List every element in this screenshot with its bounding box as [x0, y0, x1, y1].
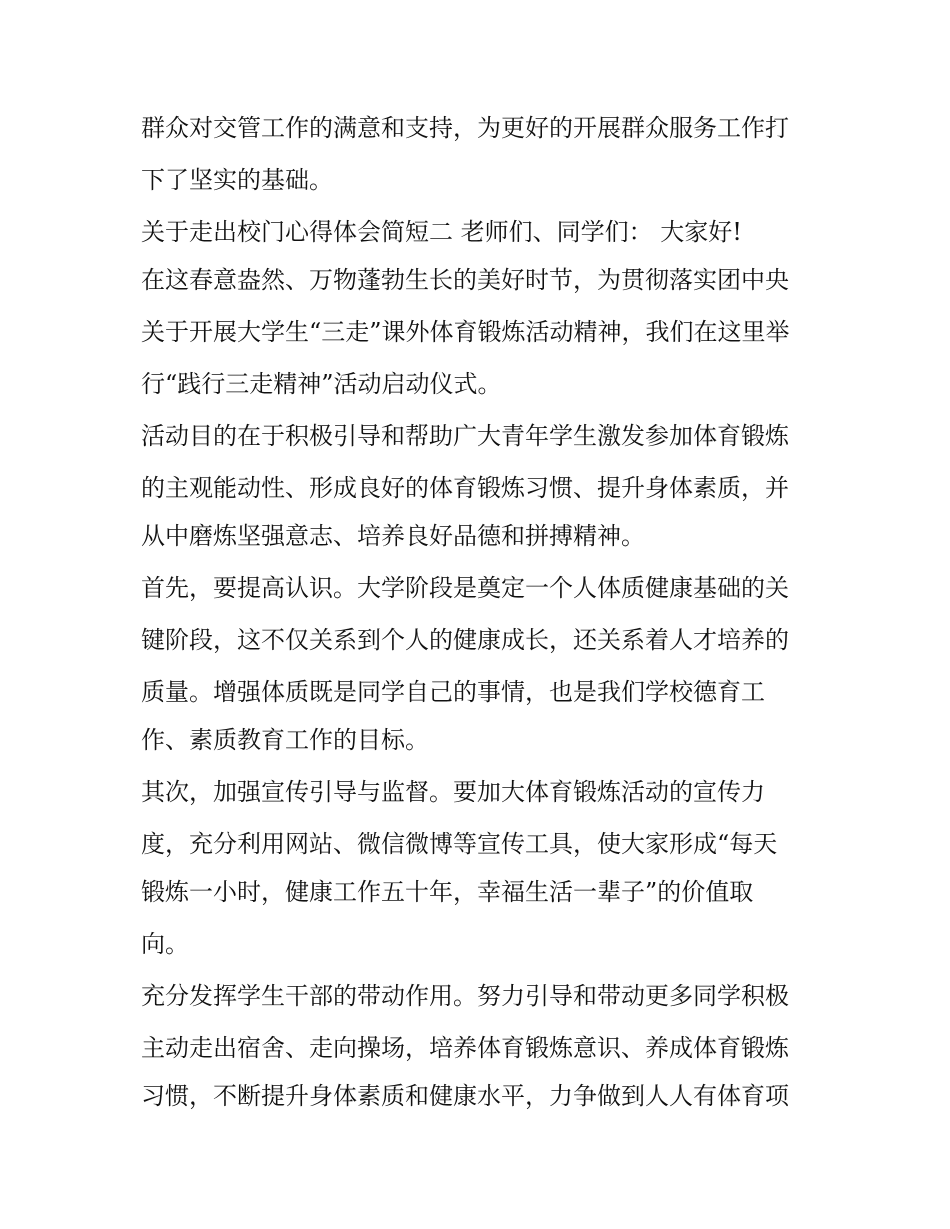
text-line: 的主观能动性、形成良好的体育锻炼习惯、提升身体素质，并: [141, 474, 789, 502]
text-line: 度，充分利用网站、微信微博等宣传工具，使大家形成“每天: [141, 830, 778, 858]
text-line: 首先，要提高认识。大学阶段是奠定一个人体质健康基础的关: [141, 574, 789, 602]
text-line: 行“践行三走精神”活动启动仪式。: [141, 370, 502, 398]
text-line: 充分发挥学生干部的带动作用。努力引导和带动更多同学积极: [141, 982, 789, 1010]
text-line: 其次，加强宣传引导与监督。要加大体育锻炼活动的宣传力: [141, 778, 765, 806]
text-line: 质量。增强体质既是同学自己的事情，也是我们学校德育工: [141, 678, 765, 706]
text-line: 群众对交管工作的满意和支持，为更好的开展群众服务工作打: [141, 114, 789, 142]
text-line: 在这春意盎然、万物蓬勃生长的美好时节，为贯彻落实团中央: [141, 266, 789, 294]
text-line: 锻炼一小时，健康工作五十年，幸福生活一辈子”的价值取: [141, 878, 754, 906]
text-line: 下了坚实的基础。: [141, 166, 333, 194]
text-line: 主动走出宿舍、走向操场，培养体育锻炼意识、养成体育锻炼: [141, 1034, 789, 1062]
text-line: 从中磨炼坚强意志、培养良好品德和拼搏精神。: [141, 522, 645, 550]
text-line: 习惯，不断提升身体素质和健康水平，力争做到人人有体育项: [141, 1082, 789, 1110]
text-line: 向。: [141, 930, 189, 958]
text-line: 关于开展大学生“三走”课外体育锻炼活动精神，我们在这里举: [141, 318, 790, 346]
text-line: 活动目的在于积极引导和帮助广大青年学生激发参加体育锻炼: [141, 422, 789, 450]
text-line: 键阶段，这不仅关系到个人的健康成长，还关系着人才培养的: [141, 626, 789, 654]
text-line: 关于走出校门心得体会简短二 老师们、同学们： 大家好!: [141, 218, 742, 246]
text-line: 作、素质教育工作的目标。: [141, 726, 429, 754]
